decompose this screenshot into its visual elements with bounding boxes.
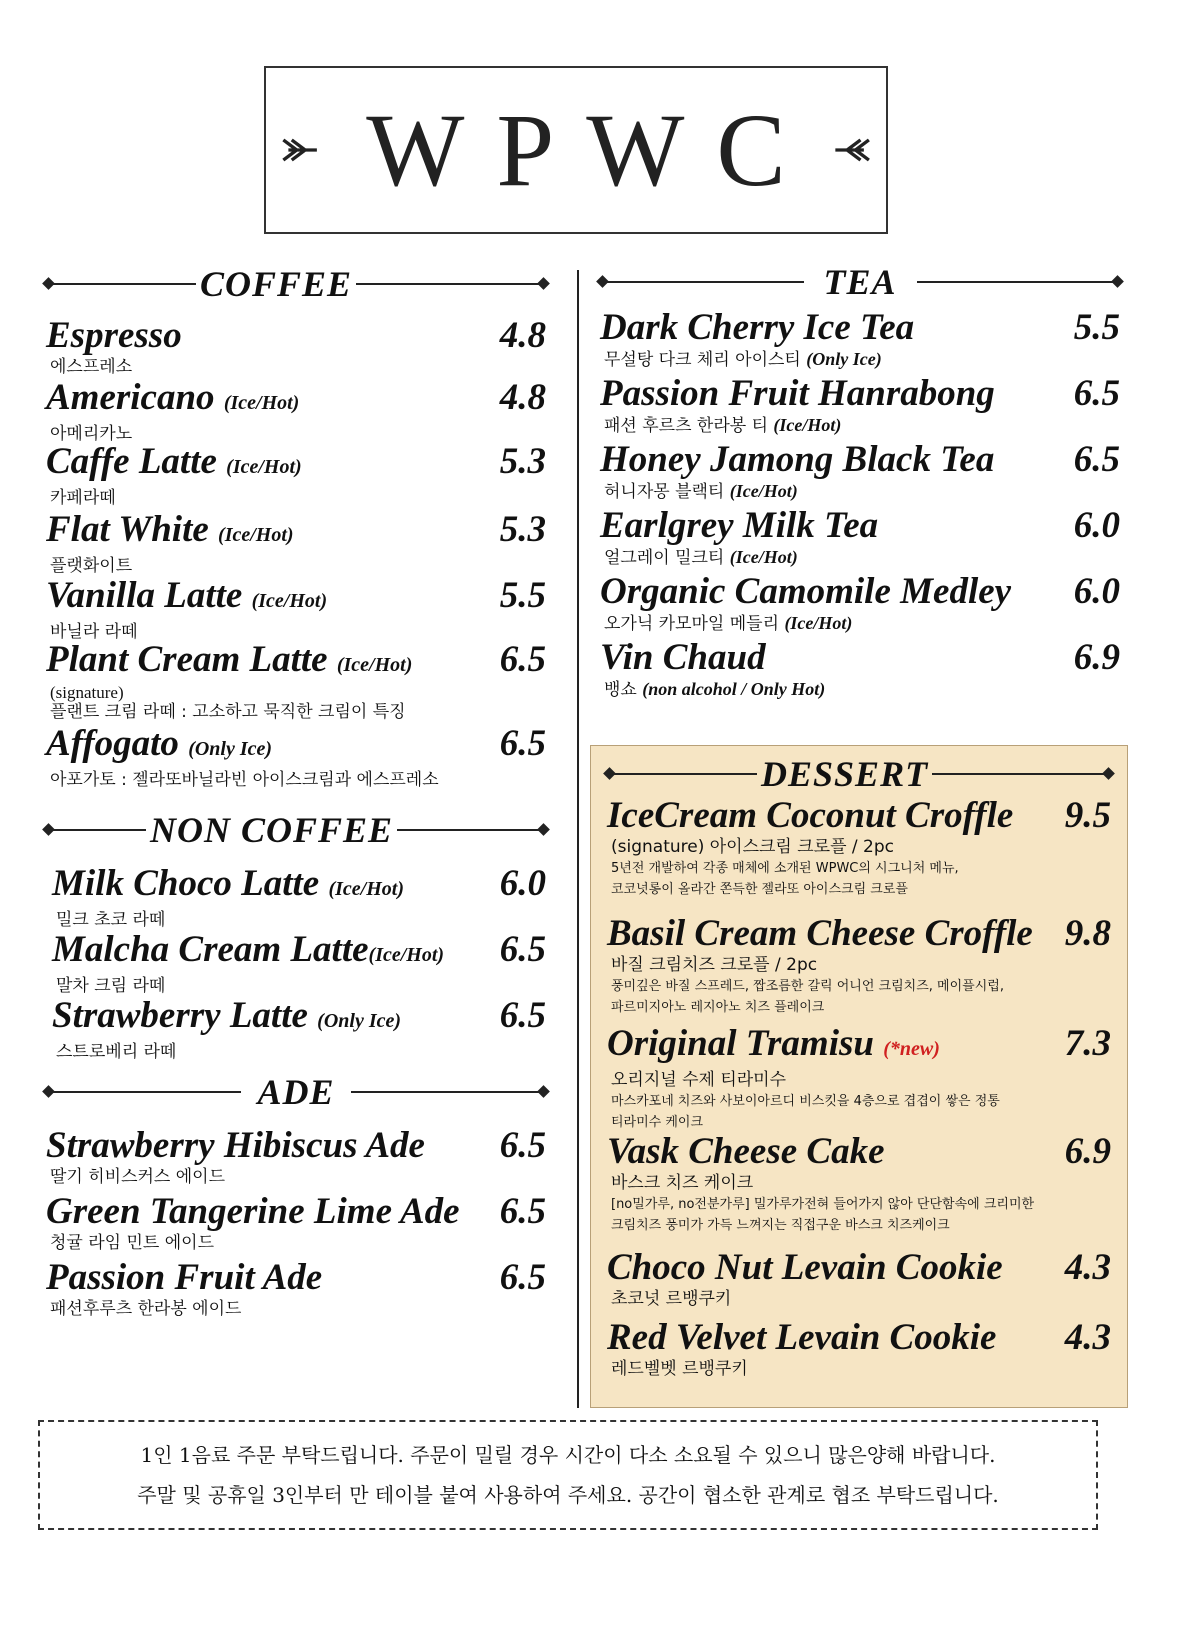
item-korean: 허니자몽 블랙티 bbox=[604, 482, 725, 502]
item-price: 6.5 bbox=[499, 723, 546, 764]
item-price: 6.9 bbox=[1064, 1131, 1111, 1172]
menu-item-strawberry-latte bbox=[52, 996, 546, 1070]
item-korean: 말차 크림 라떼 bbox=[56, 976, 166, 996]
menu-item-basil-cream-cheese-croffle bbox=[607, 914, 1111, 1024]
item-option: (Ice/Hot) bbox=[773, 415, 842, 435]
item-name: Vask Cheese Cake bbox=[607, 1131, 885, 1172]
item-price: 6.5 bbox=[1073, 439, 1120, 480]
item-korean: 플랫화이트 bbox=[50, 556, 133, 576]
dessert-header bbox=[607, 756, 1111, 792]
arrow-right-icon bbox=[280, 130, 320, 170]
left-column bbox=[46, 262, 546, 1324]
menu-item-honey-jamong-black-tea bbox=[600, 440, 1120, 506]
item-korean: 딸기 히비스커스 에이드 bbox=[50, 1167, 226, 1187]
item-price: 6.5 bbox=[499, 929, 546, 970]
menu-item-passion-fruit-ade bbox=[46, 1258, 546, 1324]
notice-box bbox=[38, 1420, 1098, 1530]
menu-item-strawberry-hibiscus-ade bbox=[46, 1126, 546, 1192]
menu-item-americano bbox=[46, 378, 546, 442]
menu-item-caffe-latte bbox=[46, 442, 546, 510]
coffee-header bbox=[46, 262, 546, 306]
item-desc-line2: 티라미수 케이크 bbox=[611, 1115, 704, 1130]
item-korean: 청귤 라임 민트 에이드 bbox=[50, 1233, 215, 1253]
menu-item-malcha-cream-latte bbox=[52, 930, 546, 996]
logo-text: WPWC bbox=[366, 92, 818, 208]
item-korean: 플랜트 크림 라떼 : 고소하고 묵직한 크림이 특징 bbox=[50, 702, 406, 722]
item-name: Honey Jamong Black Tea bbox=[600, 439, 995, 480]
item-desc-line1: 5년전 개발하여 각종 매체에 소개된 WPWC의 시그니처 메뉴, bbox=[611, 861, 959, 876]
item-name: Original Tramisu bbox=[607, 1023, 874, 1064]
item-name: Caffe Latte bbox=[46, 441, 217, 482]
item-price: 6.0 bbox=[499, 863, 546, 904]
item-name: Earlgrey Milk Tea bbox=[600, 505, 879, 546]
item-subtitle: 바질 크림치즈 크로플 / 2pc bbox=[611, 955, 818, 975]
menu-item-original-tramisu bbox=[607, 1024, 1111, 1132]
item-option: (Ice/Hot) bbox=[729, 481, 798, 501]
menu-item-vask-cheese-cake bbox=[607, 1132, 1111, 1248]
tea-title: TEA bbox=[823, 262, 897, 302]
menu-item-choco-nut-levain-cookie bbox=[607, 1248, 1111, 1318]
item-price: 9.5 bbox=[1064, 795, 1111, 836]
menu-item-icecream-coconut-croffle bbox=[607, 796, 1111, 914]
notice-line-1: 1인 1음료 주문 부탁드립니다. 주문이 밀릴 경우 시간이 다소 소요될 수 있으니 많은양해 바랍니다. bbox=[140, 1443, 996, 1467]
item-signature: (signature) bbox=[50, 683, 124, 702]
menu-item-green-tangerine-lime-ade bbox=[46, 1192, 546, 1258]
item-price: 6.5 bbox=[499, 995, 546, 1036]
item-korean: 뱅쇼 bbox=[604, 680, 637, 700]
item-name: Plant Cream Latte bbox=[46, 639, 328, 680]
item-name: Red Velvet Levain Cookie bbox=[607, 1317, 997, 1358]
item-desc-line2: 파르미지아노 레지아노 치즈 플레이크 bbox=[611, 1000, 825, 1015]
item-desc-line2: 크림치즈 풍미가 가득 느껴지는 직접구운 바스크 치즈케이크 bbox=[611, 1218, 950, 1233]
coffee-title: COFFEE bbox=[200, 264, 353, 304]
item-name: IceCream Coconut Croffle bbox=[607, 795, 1014, 836]
item-korean: 스트로베리 라떼 bbox=[56, 1042, 177, 1062]
item-desc-line2: 코코넛롱이 올라간 쫀득한 젤라또 아이스크림 크로플 bbox=[611, 882, 908, 897]
item-subtitle: 바스크 치즈 케이크 bbox=[611, 1173, 754, 1193]
item-name: Vin Chaud bbox=[600, 637, 766, 678]
item-subtitle: 오리지널 수제 티라미수 bbox=[611, 1070, 787, 1090]
item-price: 4.3 bbox=[1064, 1317, 1111, 1358]
item-name: Americano bbox=[46, 377, 215, 418]
menu-item-dark-cherry-ice-tea bbox=[600, 308, 1120, 374]
menu-item-espresso bbox=[46, 316, 546, 378]
item-korean: 무설탕 다크 체리 아이스티 bbox=[604, 350, 801, 370]
item-price: 7.3 bbox=[1064, 1023, 1111, 1064]
item-price: 5.3 bbox=[499, 441, 546, 482]
item-option: (Only Ice) bbox=[317, 1010, 402, 1032]
item-name: Green Tangerine Lime Ade bbox=[46, 1191, 460, 1232]
menu-item-organic-camomile-medley bbox=[600, 572, 1120, 638]
dessert-panel bbox=[590, 745, 1128, 1408]
item-price: 5.3 bbox=[499, 509, 546, 550]
item-price: 4.8 bbox=[499, 377, 546, 418]
item-price: 6.0 bbox=[1073, 571, 1120, 612]
menu-item-red-velvet-levain-cookie bbox=[607, 1318, 1111, 1384]
item-korean: 에스프레소 bbox=[50, 357, 133, 377]
tea-header bbox=[600, 262, 1120, 302]
arrow-left-icon bbox=[832, 130, 872, 170]
item-desc-line1: 풍미깊은 바질 스프레드, 짭조름한 갈릭 어니언 크림치즈, 메이플시럽, bbox=[611, 979, 1004, 994]
item-name: Passion Fruit Ade bbox=[46, 1257, 323, 1298]
logo-box bbox=[264, 66, 888, 234]
item-name: Vanilla Latte bbox=[46, 575, 243, 616]
menu-item-plant-cream-latte bbox=[46, 640, 546, 724]
item-option: (Ice/Hot) bbox=[226, 456, 302, 478]
column-divider bbox=[577, 270, 579, 1408]
non-coffee-title: NON COFFEE bbox=[150, 810, 394, 850]
item-name: Strawberry Latte bbox=[52, 995, 308, 1036]
item-korean: 아메리카노 bbox=[50, 424, 133, 444]
item-price: 5.5 bbox=[499, 575, 546, 616]
item-korean: 아포가토 : 젤라또바닐라빈 아이스크림과 에스프레소 bbox=[50, 770, 439, 790]
item-korean: 바닐라 라떼 bbox=[50, 622, 138, 642]
menu-item-flat-white bbox=[46, 510, 546, 576]
item-price: 4.8 bbox=[499, 315, 546, 356]
item-price: 6.5 bbox=[499, 1257, 546, 1298]
item-korean: 패션 후르츠 한라봉 티 bbox=[604, 416, 769, 436]
new-badge: (*new) bbox=[883, 1038, 940, 1060]
item-price: 4.3 bbox=[1064, 1247, 1111, 1288]
item-price: 6.9 bbox=[1073, 637, 1120, 678]
item-name: Espresso bbox=[46, 315, 182, 356]
item-korean: 패션후루츠 한라봉 에이드 bbox=[50, 1299, 242, 1319]
item-price: 6.5 bbox=[499, 1125, 546, 1166]
item-name: Flat White bbox=[46, 509, 209, 550]
notice-line-2: 주말 및 공휴일 3인부터 만 테이블 붙여 사용하여 주세요. 공간이 협소한 관계로 협조 부탁드립니다. bbox=[137, 1483, 999, 1507]
menu-item-vanilla-latte bbox=[46, 576, 546, 640]
ade-title: ADE bbox=[257, 1072, 335, 1112]
item-name: Affogato bbox=[46, 723, 179, 764]
item-option: (Ice/Hot) bbox=[328, 878, 405, 900]
item-option: (Ice/Hot) bbox=[218, 524, 294, 546]
item-option: (Ice/Hot) bbox=[251, 590, 328, 612]
item-name: Dark Cherry Ice Tea bbox=[600, 307, 915, 348]
item-name: Passion Fruit Hanrabong bbox=[600, 373, 995, 414]
non-coffee-header bbox=[46, 808, 546, 852]
item-korean: 밀크 초코 라떼 bbox=[56, 910, 166, 930]
item-option: (Only Ice) bbox=[806, 349, 882, 369]
menu-item-earlgrey-milk-tea bbox=[600, 506, 1120, 572]
item-subtitle: (signature) 아이스크림 크로플 / 2pc bbox=[611, 837, 895, 857]
item-option: (Ice/Hot) bbox=[784, 613, 853, 633]
item-name: Milk Choco Latte bbox=[52, 863, 320, 904]
menu-item-affogato bbox=[46, 724, 546, 808]
ade-header bbox=[46, 1070, 546, 1114]
item-name: Strawberry Hibiscus Ade bbox=[46, 1125, 425, 1166]
menu-item-milk-choco-latte bbox=[52, 864, 546, 930]
item-option: (Ice/Hot) bbox=[729, 547, 798, 567]
item-desc-line1: [no밀가루, no전분가루] 밀가루가전혀 들어가지 않아 단단함속에 크리미한 bbox=[611, 1197, 1035, 1212]
item-desc-line1: 마스카포네 치즈와 사보이아르디 비스킷을 4층으로 겹겹이 쌓은 정통 bbox=[611, 1094, 1000, 1109]
item-name: Malcha Cream Latte bbox=[52, 929, 369, 970]
item-korean: 카페라떼 bbox=[50, 488, 116, 508]
dessert-title: DESSERT bbox=[761, 754, 929, 794]
item-option: (Only Ice) bbox=[188, 738, 273, 760]
item-subtitle: 초코넛 르뱅쿠키 bbox=[611, 1289, 732, 1309]
item-name: Choco Nut Levain Cookie bbox=[607, 1247, 1003, 1288]
item-korean: 오가닉 카모마일 메들리 bbox=[604, 614, 780, 634]
item-option: (Ice/Hot) bbox=[336, 654, 413, 676]
item-price: 6.0 bbox=[1073, 505, 1120, 546]
item-subtitle: 레드벨벳 르뱅쿠키 bbox=[611, 1359, 748, 1379]
item-price: 6.5 bbox=[499, 639, 546, 680]
item-price: 9.8 bbox=[1064, 913, 1111, 954]
item-name: Organic Camomile Medley bbox=[600, 571, 1012, 612]
item-option: (non alcohol / Only Hot) bbox=[642, 679, 826, 699]
item-price: 5.5 bbox=[1073, 307, 1120, 348]
item-price: 6.5 bbox=[499, 1191, 546, 1232]
item-name: Basil Cream Cheese Croffle bbox=[607, 913, 1033, 954]
item-price: 6.5 bbox=[1073, 373, 1120, 414]
item-korean: 얼그레이 밀크티 bbox=[604, 548, 725, 568]
item-option: (Ice/Hot) bbox=[368, 944, 445, 966]
menu-item-vin-chaud bbox=[600, 638, 1120, 704]
menu-item-passion-fruit-hanrabong bbox=[600, 374, 1120, 440]
item-option: (Ice/Hot) bbox=[223, 392, 300, 414]
right-column bbox=[600, 262, 1120, 704]
